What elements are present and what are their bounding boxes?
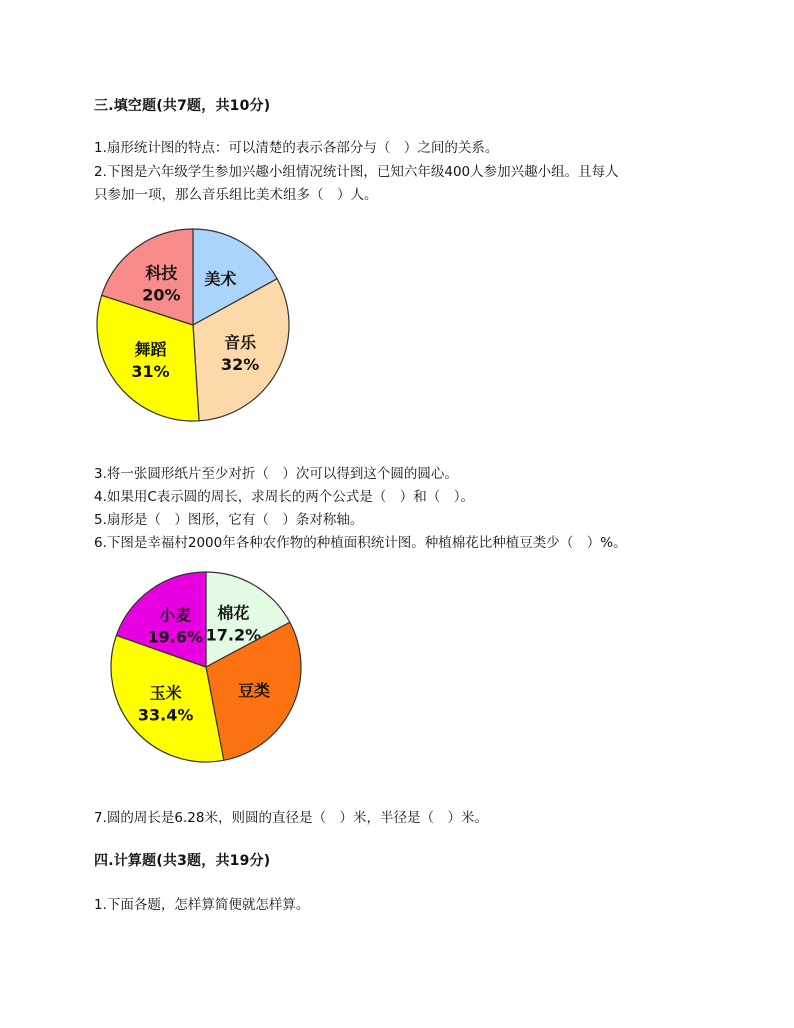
- pie1-label-0: 美术: [204, 269, 237, 289]
- pie2-value-label-3: 19.6%: [147, 627, 204, 647]
- pie1-value-label-3: 20%: [142, 285, 181, 305]
- question-3: 3.将一张圆形纸片至少对折（ ）次可以得到这个圆的圆心。: [94, 466, 458, 482]
- pie1-label-1: 音乐: [224, 332, 257, 352]
- crop-area-pie-chart: [106, 567, 312, 773]
- pie2-label-1: 豆类: [237, 680, 271, 700]
- pie2-value-label-2: 33.4%: [137, 705, 194, 725]
- pie2-label-2: 玉米: [149, 683, 182, 703]
- calc-question-1: 1.下面各题，怎样算简便就怎样算。: [94, 897, 310, 913]
- question-1: 1.扇形统计图的特点：可以清楚的表示各部分与（ ）之间的关系。: [94, 140, 499, 156]
- pie1-value-label-2: 31%: [131, 361, 170, 381]
- question-4: 4.如果用C表示圆的周长，求周长的两个公式是（ ）和（ ）。: [94, 489, 475, 505]
- question-2-line1: 2.下图是六年级学生参加兴趣小组情况统计图，已知六年级400人参加兴趣小组。且每人: [94, 164, 619, 180]
- pie2-label-3: 小麦: [159, 605, 192, 625]
- pie2-label-0: 棉花: [217, 603, 250, 623]
- question-7: 7.圆的周长是6.28米，则圆的直径是（ ）米，半径是（ ）米。: [94, 810, 488, 826]
- question-5: 5.扇形是（ ）图形，它有（ ）条对称轴。: [94, 512, 364, 528]
- question-2-line2: 只参加一项，那么音乐组比美术组多（ ）人。: [94, 187, 378, 203]
- question-6: 6.下图是幸福村2000年各种农作物的种植面积统计图。种植棉花比种植豆类少（ ）%。: [94, 535, 627, 551]
- pie1-value-label-1: 32%: [220, 354, 260, 374]
- interest-group-pie-chart: [90, 222, 300, 432]
- pie2-value-label-0: 17.2%: [205, 625, 262, 645]
- pie1-label-2: 舞蹈: [134, 339, 167, 359]
- section4-title: 四.计算题(共3题，共19分): [94, 853, 271, 869]
- pie1-label-3: 科技: [145, 263, 178, 283]
- section3-title: 三.填空题(共7题，共10分): [94, 98, 271, 114]
